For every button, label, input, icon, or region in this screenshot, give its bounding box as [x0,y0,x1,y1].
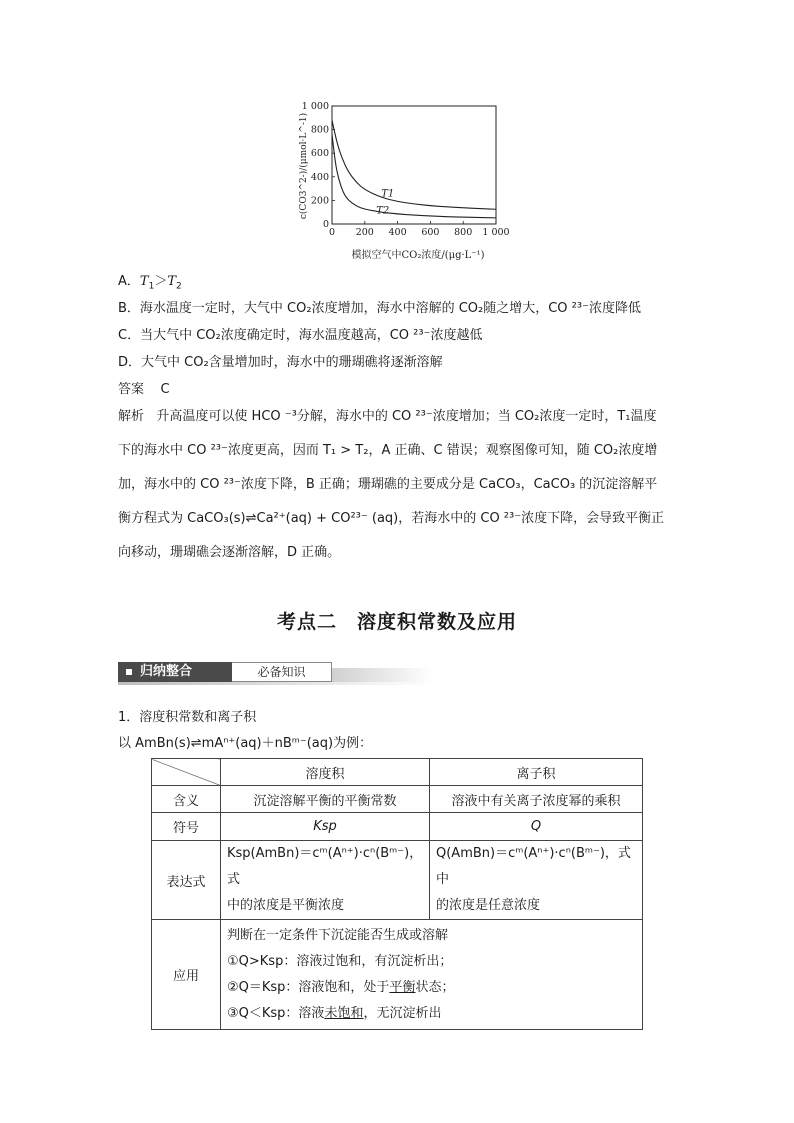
analysis-line-1 [118,400,683,434]
ksp-expression [221,841,430,920]
table-row [152,786,643,813]
answer-value: C [160,382,170,397]
x-tick-label: 800 [454,227,473,238]
row-label-expression: 表达式 [152,841,221,920]
row-label-symbol: 符号 [152,813,221,841]
banner-dark [118,662,232,682]
banner-bar [332,668,433,682]
x-tick-label: 0 [328,227,336,238]
x-tick-label: 400 [388,227,407,238]
option-c: C．当大气中 CO₂浓度确定时，海水温度越高，CO ²³⁻浓度越低 [118,328,483,343]
analysis-label: 解析 [118,409,145,424]
app3-underline: 未饱和 [324,1005,364,1021]
table-row [152,841,643,920]
table-header-ksp: 溶度积 [221,759,430,786]
topic-heading: 1．溶度积常数和离子积 [118,710,257,725]
table-row [152,813,643,841]
series-label-t1: T1 [381,188,395,200]
option-d: D．大气中 CO₂含量增加时，海水中的珊瑚礁将逐渐溶解 [118,355,443,370]
answer-label: 答案 [118,382,145,397]
app2-text: ②Q＝Ksp：溶液饱和，处于 [227,979,390,995]
option-a-t2: T [167,274,176,289]
option-a [118,270,182,292]
ksp-table [151,758,643,1030]
y-tick-label: 0 [322,219,329,230]
option-a-gt: ＞ [154,274,168,289]
x-axis-label: 模拟空气中CO₂浓度/(μg·L⁻¹) [351,250,485,261]
x-tick-label: 600 [421,227,440,238]
section-title: 考点二 溶度积常数及应用 [276,611,517,633]
row-label-meaning: 含义 [152,786,221,813]
y-tick-label: 200 [310,195,329,207]
application-cell [221,920,643,1030]
x-tick-label: 1 000 [482,227,510,238]
table-header-q: 离子积 [430,759,643,786]
series-line-t2 [332,134,496,218]
option-a-letter: A． [118,274,140,289]
application-line-0: 判断在一定条件下沉淀能否生成或溶解 [227,927,449,943]
option-a-sub1: 1 [148,281,155,292]
analysis-line-4: 衡方程式为 CaCO₃(s)⇌Ca²⁺(aq) + CO²³⁻ (aq)，若海水中的 CO ²³⁻浓度下降，会导致平衡正 [118,511,665,526]
analysis-line-2: 下的海水中 CO ²³⁻浓度更高，因而 T₁ > T₂，A 正确、C 错误；观察图像可知，随 CO₂浓度增 [118,443,658,458]
x-tick-label: 200 [355,227,374,238]
app2-underline: 平衡 [389,979,416,995]
application-line-2 [227,975,636,1001]
analysis-text-1: 升高温度可以使 HCO ⁻³分解，海水中的 CO ²³⁻浓度增加；当 CO₂浓度一定时，T₁温度 [156,409,657,424]
application-line-3 [227,1001,636,1027]
analysis-line-3: 加，海水中的 CO ²³⁻浓度下降，B 正确；珊瑚礁的主要成分是 CaCO₃，CaCO₃ 的沉淀溶解平 [118,477,658,492]
table-corner-cell [152,759,221,786]
app2-tail: 状态； [415,979,455,995]
table-header-row [152,759,643,786]
ksp-expression-line-1: Ksp(AmBn)＝cᵐ(Aⁿ⁺)·cⁿ(Bᵐ⁻)，式 [227,846,423,887]
option-a-t1: T [139,274,149,289]
banner-dark-label: 归纳整合 [140,664,193,679]
row-label-application: 应用 [152,920,221,1030]
q-symbol: Q [430,813,643,841]
answer [118,378,170,397]
table-row [152,920,643,1030]
option-a-sub2: 2 [176,281,182,292]
app3-tail: ，无沉淀析出 [363,1005,442,1021]
banner-light: 必备知识 [232,662,332,682]
ksp-symbol: Ksp [221,813,430,841]
q-expression-line-1: Q(AmBn)＝cᵐ(Aⁿ⁺)·cⁿ(Bᵐ⁻)，式中 [436,846,631,887]
series-line-t1 [332,120,496,209]
y-tick-label: 400 [310,171,329,183]
analysis-line-5: 向移动，珊瑚礁会逐渐溶解，D 正确。 [118,545,341,560]
series-label-t2: T2 [376,205,390,217]
q-expression [430,841,643,920]
ksp-meaning: 沉淀溶解平衡的平衡常数 [221,786,430,813]
series-lines [332,120,496,218]
square-icon [126,669,132,675]
option-b: B．海水温度一定时，大气中 CO₂浓度增加，海水中溶解的 CO₂随之增大，CO ²³⁻浓度降低 [118,301,641,316]
co3-concentration-chart [296,96,516,266]
section-banner [118,662,433,684]
q-expression-line-2: 的浓度是任意浓度 [436,898,541,913]
analysis [118,400,683,570]
topic-intro: 以 AmBn(s)⇌mAⁿ⁺(aq)＋nBᵐ⁻(aq)为例： [118,736,373,751]
application-line-1: ①Q>Ksp：溶液过饱和，有沉淀析出； [227,953,453,969]
ksp-expression-line-2: 中的浓度是平衡浓度 [227,898,345,913]
y-tick-label: 800 [310,124,329,136]
y-axis-label: c(CO3^2-)/(μmol·L^-1) [299,112,309,220]
y-tick-label: 600 [310,148,329,160]
app3-text: ③Q＜Ksp：溶液 [227,1005,325,1021]
y-tick-label: 1 000 [301,101,329,112]
q-meaning: 溶液中有关离子浓度幂的乘积 [430,786,643,813]
